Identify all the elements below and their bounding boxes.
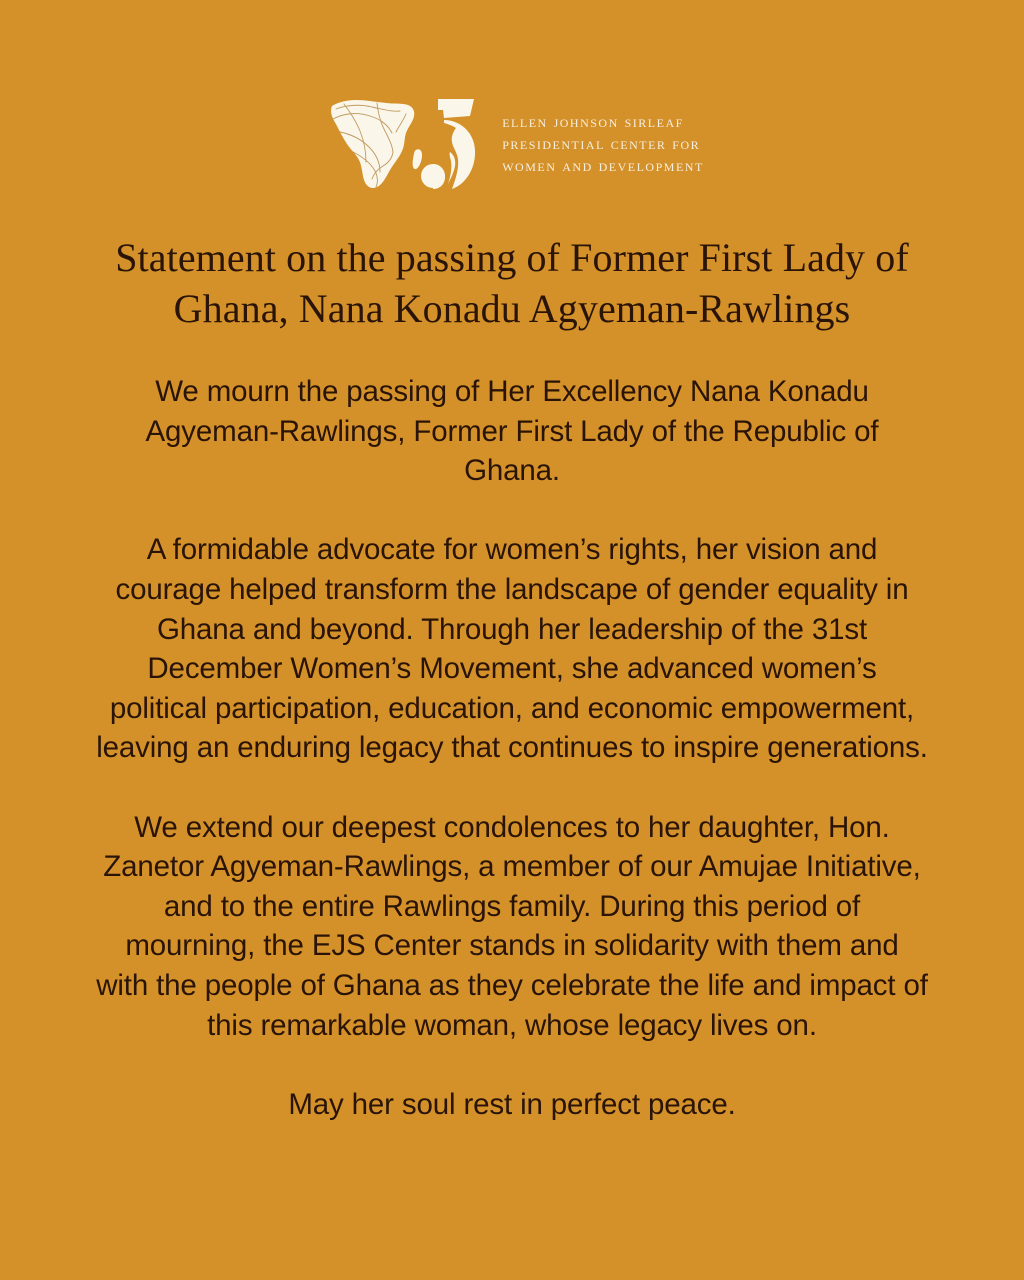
statement-paragraph: We extend our deepest condolences to her daughter, Hon. Zanetor Agyeman-Rawlings, a member of our Amujae Initiative, and to the entire Rawlings family. During this period of mourning, the EJS Center stands in solidarity with them and with the people of Ghana as they celebrate the life and impact of this remarkable woman, whose legacy lives on. (96, 810, 928, 1042)
statement-closing-line: May her soul rest in perfect peace. (288, 1087, 736, 1121)
statement-paragraph: We mourn the passing of Her Excellency Nana Konadu Agyeman-Rawlings, Former First Lady of the Republic of Ghana. (145, 375, 879, 488)
statement-body (96, 372, 928, 1124)
logo-line-2: presidential center for (502, 132, 701, 153)
statement-paragraph: A formidable advocate for women’s rights, her vision and courage helped transform the landscape of gender equality in Ghana and beyond. Through her leadership of the 31st December Women’s Movement, she advanced women’s political participation, education, and economic empowerment, leaving an enduring legacy that continues to inspire generations. (96, 533, 928, 765)
logo-line-1: ellen johnson sirleaf (502, 110, 684, 131)
statement-headline: Statement on the passing of Former First Lady of Ghana, Nana Konadu Agyeman-Rawlings (115, 235, 909, 331)
logo-line-3: women and development (502, 154, 704, 175)
logo-wordmark (502, 109, 704, 176)
organization-logo (320, 92, 704, 192)
africa-map-with-five-logo-icon (320, 92, 488, 192)
